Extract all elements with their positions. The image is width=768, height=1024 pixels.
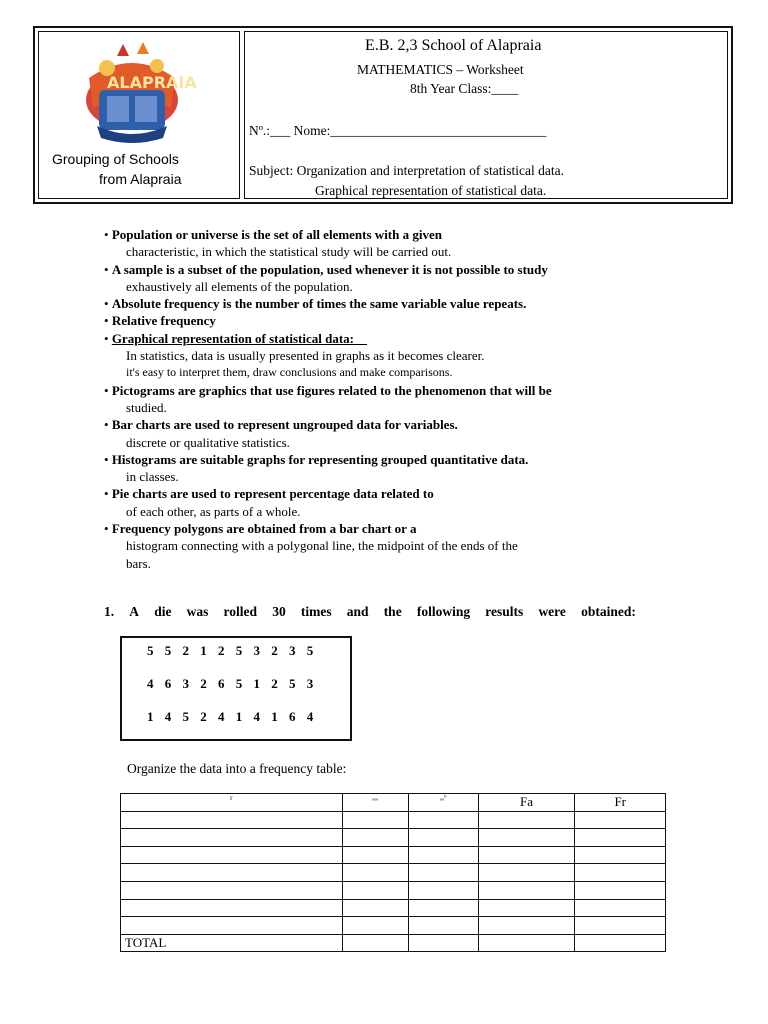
table-row: [121, 864, 666, 882]
table-cell[interactable]: [478, 846, 575, 864]
table-cell[interactable]: [575, 934, 666, 952]
question-word: times: [300, 604, 332, 619]
definition-term: Pie charts are used to represent percentage data related to: [111, 486, 434, 502]
bullet: •: [104, 417, 112, 433]
definition-item: [104, 416, 664, 433]
definition-continuation: in classes.: [126, 469, 179, 485]
table-header-cell: Fr: [575, 794, 666, 812]
definition-term: Graphical representation of statistical data:__: [111, 330, 367, 346]
table-cell[interactable]: [121, 917, 343, 935]
definition-term: A sample is a subset of the population, used whenever it is not possible to study: [111, 261, 548, 277]
table-cell[interactable]: [408, 864, 478, 882]
organize-instruction: Organize the data into a frequency table:: [127, 761, 347, 776]
table-row: [121, 811, 666, 829]
die-results-box: [120, 636, 352, 741]
definition-continuation: exhaustively all elements of the population.: [126, 278, 353, 294]
table-cell[interactable]: [478, 864, 575, 882]
table-cell[interactable]: [408, 881, 478, 899]
table-cell[interactable]: [121, 881, 343, 899]
table-cell[interactable]: [478, 829, 575, 847]
definition-item: [104, 261, 664, 278]
bullet: •: [104, 313, 112, 329]
total-label: TOTAL: [121, 934, 343, 952]
table-cell[interactable]: [575, 864, 666, 882]
definition-term: Histograms are suitable graphs for representing grouped quantitative data.: [111, 451, 529, 467]
question-word: and: [346, 604, 369, 619]
definition-continuation: characteristic, in which the statistical study will be carried out.: [126, 244, 452, 260]
table-cell[interactable]: [342, 899, 408, 917]
definition-continuation: it's easy to interpret them, draw conclusions and make comparisons.: [126, 365, 453, 380]
table-row: [121, 881, 666, 899]
die-results-row: 5 5 2 1 2 5 3 2 3 5: [147, 643, 315, 658]
definition-continuation: discrete or qualitative statistics.: [126, 434, 290, 450]
table-cell[interactable]: [478, 811, 575, 829]
table-header-cell: ₒₒ°: [408, 794, 478, 812]
table-cell[interactable]: [342, 864, 408, 882]
bullet: •: [104, 227, 112, 242]
table-cell[interactable]: [342, 934, 408, 952]
table-cell[interactable]: [342, 846, 408, 864]
table-cell[interactable]: [408, 846, 478, 864]
bullet: •: [104, 521, 112, 537]
question-word: die: [154, 604, 172, 619]
definitions-list: [104, 226, 664, 572]
table-cell[interactable]: [408, 829, 478, 847]
question-word: 30: [272, 604, 286, 619]
question-word: rolled: [223, 604, 258, 619]
definition-continuation: histogram connecting with a polygonal line, the midpoint of the ends of the: [126, 538, 518, 554]
question-word: the: [383, 604, 402, 619]
die-results-row: 1 4 5 2 4 1 4 1 6 4: [147, 709, 315, 724]
table-row: [121, 846, 666, 864]
definition-term: Pictograms are graphics that use figures related to the phenomenon that will be: [111, 382, 552, 398]
table-cell[interactable]: [478, 881, 575, 899]
table-total-row: [121, 934, 666, 952]
table-cell[interactable]: [121, 899, 343, 917]
table-cell[interactable]: [478, 934, 575, 952]
definition-item: [104, 382, 664, 399]
definition-term: Absolute frequency is the number of times the same variable value repeats.: [111, 296, 527, 312]
die-results-row: 4 6 3 2 6 5 1 2 5 3: [147, 676, 315, 691]
subject-title: MATHEMATICS – Worksheet: [357, 62, 524, 77]
definition-item: [104, 295, 664, 312]
question-word: were: [538, 604, 566, 619]
header-info-panel: [244, 31, 728, 199]
frequency-table: [120, 793, 666, 952]
table-cell[interactable]: [121, 829, 343, 847]
table-cell[interactable]: [408, 934, 478, 952]
school-name: E.B. 2,3 School of Alapraia: [365, 37, 542, 54]
definition-item: [104, 485, 664, 502]
table-row: [121, 899, 666, 917]
question-word: 1.: [104, 604, 115, 619]
table-cell[interactable]: [342, 829, 408, 847]
bullet: •: [104, 261, 112, 277]
school-logo-panel: [38, 31, 240, 199]
table-cell[interactable]: [478, 899, 575, 917]
table-cell[interactable]: [342, 881, 408, 899]
definition-item: [104, 226, 664, 243]
table-cell[interactable]: [342, 917, 408, 935]
school-group-line1: Grouping of Schools: [52, 151, 179, 167]
bullet: •: [104, 330, 112, 346]
table-cell[interactable]: [121, 811, 343, 829]
subject-line-2: Graphical representation of statistical data.: [315, 183, 547, 198]
definition-item: [104, 330, 664, 347]
bullet: •: [104, 486, 112, 502]
table-cell[interactable]: [408, 899, 478, 917]
table-header-cell: r: [121, 794, 343, 812]
table-cell[interactable]: [575, 829, 666, 847]
table-cell[interactable]: [575, 917, 666, 935]
table-cell[interactable]: [121, 864, 343, 882]
table-cell[interactable]: [575, 846, 666, 864]
definition-continuation: studied.: [126, 399, 167, 415]
class-field: 8th Year Class:____: [410, 81, 519, 96]
question-word: following: [416, 604, 471, 619]
table-row: [121, 829, 666, 847]
table-cell[interactable]: [575, 881, 666, 899]
question-word: A: [129, 604, 140, 619]
bullet: •: [104, 451, 112, 467]
table-cell[interactable]: [342, 811, 408, 829]
definition-item: [104, 451, 664, 468]
table-cell[interactable]: [408, 917, 478, 935]
table-cell[interactable]: [478, 917, 575, 935]
school-logo: [77, 38, 197, 146]
definition-term: Relative frequency: [111, 313, 216, 329]
definition-continuation: In statistics, data is usually presented in graphs as it becomes clearer.: [126, 348, 485, 364]
question-1: [104, 604, 636, 620]
table-cell[interactable]: [575, 899, 666, 917]
definition-continuation: of each other, as parts of a whole.: [126, 503, 301, 519]
definition-term: Frequency polygons are obtained from a bar chart or a: [111, 521, 417, 537]
table-cell[interactable]: [575, 811, 666, 829]
definition-term: Population or universe is the set of all elements with a given: [111, 227, 442, 242]
worksheet-header: [33, 26, 733, 204]
definition-continuation: bars.: [126, 555, 151, 571]
svg-text:ALAPRAIA: ALAPRAIA: [107, 73, 197, 92]
name-field: Nº.:___ Nome:________________________________: [249, 123, 547, 138]
question-word: results: [485, 604, 524, 619]
bullet: •: [104, 382, 112, 398]
definition-term: Bar charts are used to represent ungrouped data for variables.: [111, 417, 458, 433]
subject-line: Subject: Organization and interpretation of statistical data.: [249, 163, 565, 178]
table-header-cell: Fa: [478, 794, 575, 812]
school-group-line2: from Alapraia: [99, 171, 182, 187]
definition-item: [104, 520, 664, 537]
bullet: •: [104, 296, 112, 312]
question-word: obtained:: [581, 604, 636, 619]
table-header-cell: ₒₒₒ: [342, 794, 408, 812]
table-cell[interactable]: [121, 846, 343, 864]
question-word: was: [186, 604, 209, 619]
table-row: [121, 917, 666, 935]
definition-item: [104, 312, 664, 329]
table-cell[interactable]: [408, 811, 478, 829]
